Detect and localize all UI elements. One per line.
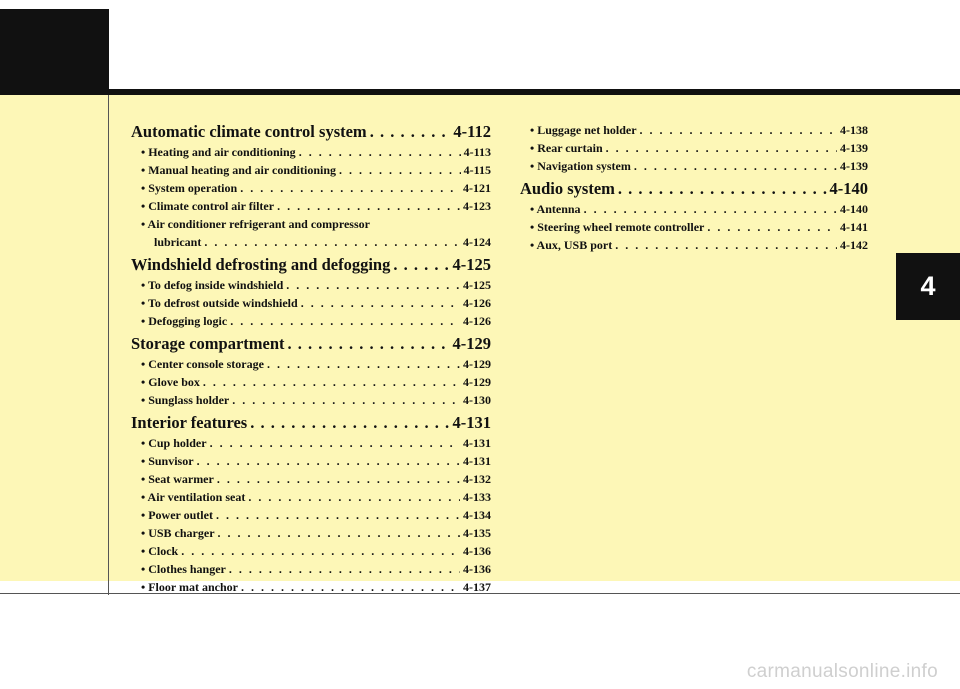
toc-entry-label: • Center console storage — [141, 357, 264, 371]
toc-entry-label: Interior features — [131, 413, 248, 432]
toc-entry[interactable] — [131, 391, 491, 409]
dot-leader — [615, 236, 837, 254]
dot-leader — [584, 200, 837, 218]
toc-page-number: 4-131 — [463, 454, 491, 468]
toc-entry-label: • Manual heating and air conditioning — [141, 163, 337, 177]
toc-entry[interactable] — [520, 121, 868, 139]
toc-entry[interactable] — [131, 542, 491, 560]
dot-leader — [393, 254, 449, 276]
dot-leader — [181, 542, 460, 560]
toc-entry-label: • Sunvisor — [141, 454, 194, 468]
toc-page-number: 4-136 — [463, 544, 491, 558]
toc-entry-label: lubricant — [154, 235, 202, 249]
toc-page-number: 4-140 — [840, 202, 868, 216]
toc-entry[interactable] — [131, 143, 491, 161]
dot-leader — [248, 488, 460, 506]
toc-page-number: 4-130 — [463, 393, 491, 407]
dot-leader — [288, 333, 450, 355]
toc-page-number: 4-125 — [452, 255, 491, 274]
toc-entry[interactable] — [131, 434, 491, 452]
toc-entry-label: Automatic climate control system — [131, 122, 367, 141]
toc-entry[interactable] — [520, 218, 868, 236]
toc-section-heading[interactable] — [520, 178, 868, 200]
toc-entry[interactable] — [131, 355, 491, 373]
toc-entry-label: • Climate control air filter — [141, 199, 275, 213]
toc-entry-label: • Defogging logic — [141, 314, 228, 328]
toc-right-column — [520, 121, 868, 254]
toc-page-number: 4-123 — [463, 199, 491, 213]
toc-section-heading[interactable] — [131, 121, 491, 143]
toc-page-number: 4-121 — [463, 181, 491, 195]
dot-leader — [217, 470, 460, 488]
toc-entry[interactable] — [131, 294, 491, 312]
toc-page-number: 4-142 — [840, 238, 868, 252]
toc-entry[interactable] — [131, 276, 491, 294]
toc-entry[interactable] — [131, 488, 491, 506]
dot-leader — [197, 452, 460, 470]
toc-page-number: 4-135 — [463, 526, 491, 540]
dot-leader — [606, 139, 837, 157]
toc-entry-label: • Heating and air conditioning — [141, 145, 296, 159]
dot-leader — [230, 312, 460, 330]
toc-entry-label: • Navigation system — [530, 159, 631, 173]
toc-page-number: 4-129 — [463, 375, 491, 389]
dot-leader — [277, 197, 460, 215]
toc-entry-label: • Air ventilation seat — [141, 490, 246, 504]
toc-entry-label: • Luggage net holder — [530, 123, 637, 137]
dot-leader — [204, 233, 460, 251]
toc-entry[interactable] — [520, 139, 868, 157]
toc-entry-label: • To defog inside windshield — [141, 278, 284, 292]
toc-entry-label: • Sunglass holder — [141, 393, 230, 407]
toc-entry[interactable] — [131, 524, 491, 542]
toc-page-number: 4-141 — [840, 220, 868, 234]
dot-leader — [218, 524, 460, 542]
toc-entry[interactable] — [520, 236, 868, 254]
toc-entry-label: • Clock — [141, 544, 179, 558]
toc-entry-label: • Rear curtain — [530, 141, 603, 155]
toc-entry[interactable] — [131, 578, 491, 596]
toc-entry-label: • Antenna — [530, 202, 581, 216]
toc-page-number: 4-137 — [463, 580, 491, 594]
toc-page-number: 4-112 — [453, 122, 491, 141]
dot-leader — [618, 178, 827, 200]
dot-leader — [210, 434, 460, 452]
chapter-tab[interactable]: 4 — [896, 253, 960, 320]
toc-page-number: 4-139 — [840, 141, 868, 155]
toc-entry[interactable] — [131, 373, 491, 391]
toc-entry[interactable] — [131, 470, 491, 488]
dot-leader — [250, 412, 449, 434]
toc-entry[interactable] — [131, 560, 491, 578]
toc-entry[interactable] — [520, 200, 868, 218]
toc-entry-label: • Power outlet — [141, 508, 213, 522]
toc-section-heading[interactable] — [131, 412, 491, 434]
toc-page-number: 4-113 — [463, 145, 491, 159]
toc-page-number: 4-126 — [463, 296, 491, 310]
dot-leader — [299, 143, 461, 161]
toc-entry-label: • System operation — [141, 181, 238, 195]
toc-entry-label: • Cup holder — [141, 436, 207, 450]
dot-leader — [229, 560, 460, 578]
dot-leader — [267, 355, 460, 373]
toc-page-number: 4-134 — [463, 508, 491, 522]
toc-page-number: 4-131 — [463, 436, 491, 450]
dot-leader — [216, 506, 460, 524]
dot-leader — [634, 157, 837, 175]
dot-leader — [640, 121, 837, 139]
toc-entry[interactable] — [131, 179, 491, 197]
toc-page-number: 4-138 — [840, 123, 868, 137]
dot-leader — [339, 161, 461, 179]
dot-leader — [232, 391, 460, 409]
toc-page-number: 4-139 — [840, 159, 868, 173]
toc-entry[interactable] — [131, 161, 491, 179]
toc-entry-label: • Clothes hanger — [141, 562, 226, 576]
dot-leader — [370, 121, 451, 143]
toc-entry-label: • Floor mat anchor — [141, 580, 238, 594]
toc-page-number: 4-125 — [463, 278, 491, 292]
toc-entry-label: • To defrost outside windshield — [141, 296, 298, 310]
watermark: carmanualsonline.info — [746, 661, 938, 682]
corner-block — [0, 9, 109, 95]
toc-left-column — [131, 121, 491, 596]
toc-section-heading[interactable] — [131, 333, 491, 355]
toc-page-number: 4-124 — [463, 235, 491, 249]
toc-entry[interactable] — [131, 452, 491, 470]
toc-entry-label[interactable]: • Air conditioner refrigerant and compressor — [141, 217, 370, 231]
toc-entry[interactable] — [131, 233, 491, 251]
toc-entry[interactable] — [131, 506, 491, 524]
toc-entry[interactable] — [131, 197, 491, 215]
toc-entry-label: • Aux, USB port — [530, 238, 613, 252]
dot-leader — [707, 218, 837, 236]
dot-leader — [203, 373, 460, 391]
toc-page-number: 4-115 — [463, 163, 491, 177]
toc-entry-label: Storage compartment — [131, 334, 285, 353]
dot-leader — [240, 179, 460, 197]
toc-page-number: 4-133 — [463, 490, 491, 504]
dot-leader — [301, 294, 460, 312]
dot-leader — [241, 578, 460, 596]
margin-rule — [108, 95, 109, 595]
toc-entry-label: • Steering wheel remote controller — [530, 220, 705, 234]
toc-page-number: 4-140 — [829, 179, 868, 198]
toc-entry-label: • USB charger — [141, 526, 215, 540]
toc-page-number: 4-126 — [463, 314, 491, 328]
toc-entry[interactable] — [520, 157, 868, 175]
dot-leader — [286, 276, 460, 294]
toc-entry-label: Windshield defrosting and defogging — [131, 255, 391, 274]
toc-entry[interactable] — [131, 312, 491, 330]
toc-page-number: 4-132 — [463, 472, 491, 486]
toc-section-heading[interactable] — [131, 254, 491, 276]
toc-page-number: 4-129 — [463, 357, 491, 371]
toc-entry-label: • Glove box — [141, 375, 200, 389]
toc-page-number: 4-136 — [463, 562, 491, 576]
toc-page-number: 4-129 — [452, 334, 491, 353]
toc-page-number: 4-131 — [452, 413, 491, 432]
toc-entry-label: Audio system — [520, 179, 615, 198]
toc-entry-label: • Seat warmer — [141, 472, 214, 486]
